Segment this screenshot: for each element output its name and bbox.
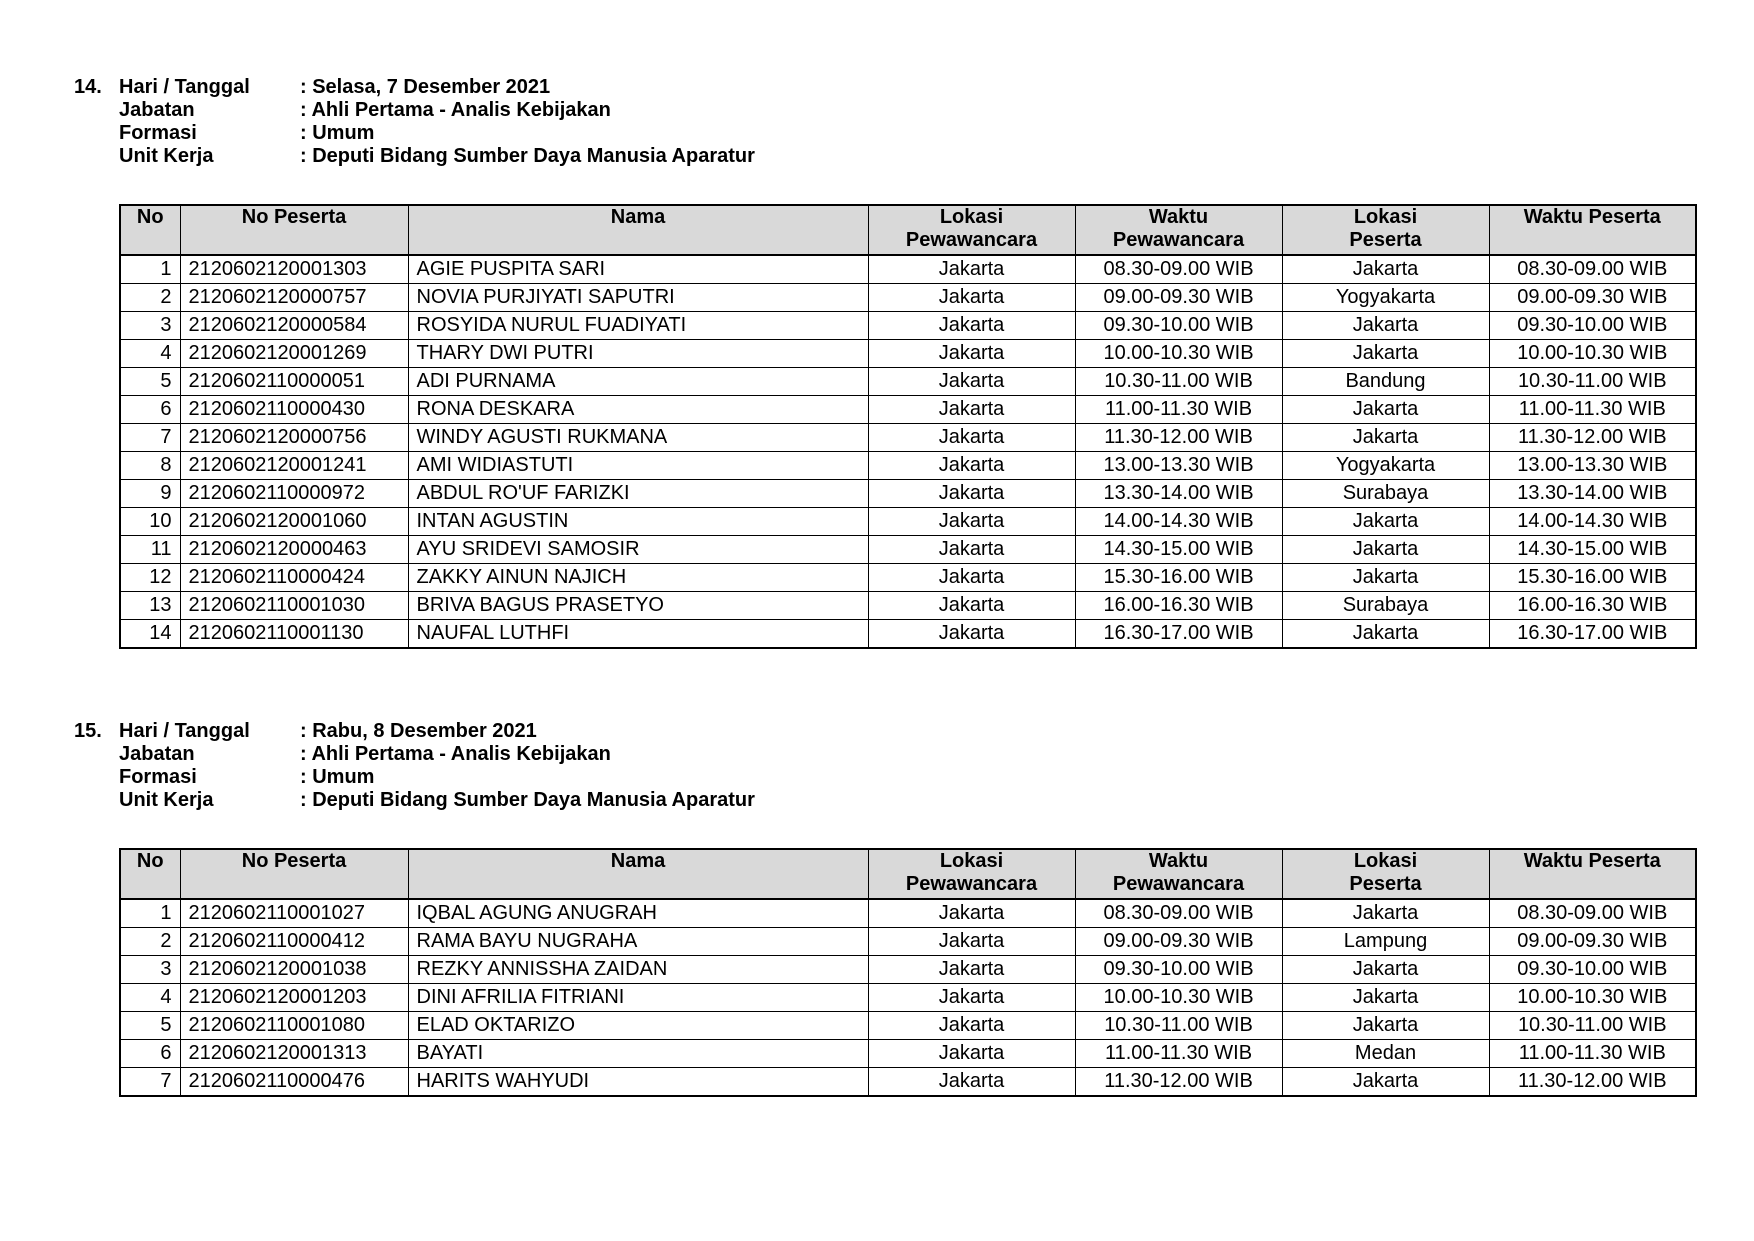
cell-nama: HARITS WAHYUDI <box>408 1068 868 1097</box>
section-header <box>74 718 1694 826</box>
cell-no: 6 <box>120 396 180 424</box>
meta-label: Formasi <box>119 122 197 144</box>
table-row <box>120 1068 1696 1097</box>
cell-lokasi-peserta: Surabaya <box>1282 480 1489 508</box>
col-header-waktu-pewawancara: Waktu Pewawancara <box>1075 849 1282 899</box>
cell-waktu-pewawancara: 10.00-10.30 WIB <box>1075 984 1282 1012</box>
cell-waktu-peserta: 11.30-12.00 WIB <box>1489 424 1696 452</box>
cell-no: 1 <box>120 899 180 928</box>
cell-nama: INTAN AGUSTIN <box>408 508 868 536</box>
schedule-section-15 <box>74 718 1694 1092</box>
cell-lokasi-pewawancara: Jakarta <box>868 1012 1075 1040</box>
cell-waktu-pewawancara: 11.30-12.00 WIB <box>1075 1068 1282 1097</box>
meta-label: Jabatan <box>119 99 195 121</box>
cell-lokasi-peserta: Surabaya <box>1282 592 1489 620</box>
meta-value: : Ahli Pertama - Analis Kebijakan <box>300 741 611 767</box>
cell-waktu-pewawancara: 16.00-16.30 WIB <box>1075 592 1282 620</box>
cell-nama: ADI PURNAMA <box>408 368 868 396</box>
table-row <box>120 255 1696 284</box>
cell-lokasi-peserta: Jakarta <box>1282 899 1489 928</box>
cell-no: 8 <box>120 452 180 480</box>
table-row <box>120 536 1696 564</box>
cell-no: 7 <box>120 424 180 452</box>
cell-no-peserta: 2120602120001203 <box>180 984 408 1012</box>
cell-lokasi-pewawancara: Jakarta <box>868 452 1075 480</box>
cell-no-peserta: 2120602110000476 <box>180 1068 408 1097</box>
cell-lokasi-peserta: Jakarta <box>1282 424 1489 452</box>
cell-waktu-peserta: 09.30-10.00 WIB <box>1489 956 1696 984</box>
col-header-waktu-pewawancara: Waktu Pewawancara <box>1075 205 1282 255</box>
table-row <box>120 284 1696 312</box>
cell-lokasi-peserta: Jakarta <box>1282 312 1489 340</box>
cell-waktu-peserta: 13.30-14.00 WIB <box>1489 480 1696 508</box>
cell-waktu-pewawancara: 15.30-16.00 WIB <box>1075 564 1282 592</box>
cell-nama: IQBAL AGUNG ANUGRAH <box>408 899 868 928</box>
cell-no-peserta: 2120602110001080 <box>180 1012 408 1040</box>
meta-value: : Ahli Pertama - Analis Kebijakan <box>300 97 611 123</box>
table-row <box>120 984 1696 1012</box>
col-header-lokasi-pewawancara: Lokasi Pewawancara <box>868 205 1075 255</box>
cell-no: 7 <box>120 1068 180 1097</box>
col-header-no-peserta: No Peserta <box>180 849 408 899</box>
cell-lokasi-pewawancara: Jakarta <box>868 956 1075 984</box>
cell-no: 5 <box>120 368 180 396</box>
cell-no: 2 <box>120 928 180 956</box>
cell-waktu-pewawancara: 13.00-13.30 WIB <box>1075 452 1282 480</box>
cell-no-peserta: 2120602110000412 <box>180 928 408 956</box>
cell-nama: ELAD OKTARIZO <box>408 1012 868 1040</box>
cell-waktu-pewawancara: 08.30-09.00 WIB <box>1075 899 1282 928</box>
cell-waktu-peserta: 11.00-11.30 WIB <box>1489 396 1696 424</box>
cell-lokasi-peserta: Jakarta <box>1282 1068 1489 1097</box>
cell-lokasi-peserta: Jakarta <box>1282 536 1489 564</box>
table-row <box>120 480 1696 508</box>
meta-value: : Deputi Bidang Sumber Daya Manusia Aparatur <box>300 143 755 169</box>
cell-lokasi-pewawancara: Jakarta <box>868 480 1075 508</box>
cell-waktu-pewawancara: 08.30-09.00 WIB <box>1075 255 1282 284</box>
cell-waktu-peserta: 15.30-16.00 WIB <box>1489 564 1696 592</box>
meta-value: : Umum <box>300 764 374 790</box>
cell-no: 10 <box>120 508 180 536</box>
cell-waktu-pewawancara: 11.00-11.30 WIB <box>1075 1040 1282 1068</box>
cell-lokasi-peserta: Bandung <box>1282 368 1489 396</box>
cell-nama: ZAKKY AINUN NAJICH <box>408 564 868 592</box>
cell-no: 12 <box>120 564 180 592</box>
col-header-no-peserta: No Peserta <box>180 205 408 255</box>
cell-waktu-peserta: 10.30-11.00 WIB <box>1489 368 1696 396</box>
cell-waktu-pewawancara: 09.30-10.00 WIB <box>1075 312 1282 340</box>
cell-nama: THARY DWI PUTRI <box>408 340 868 368</box>
cell-no: 11 <box>120 536 180 564</box>
cell-no-peserta: 2120602120001303 <box>180 255 408 284</box>
cell-lokasi-peserta: Jakarta <box>1282 340 1489 368</box>
cell-waktu-peserta: 13.00-13.30 WIB <box>1489 452 1696 480</box>
cell-nama: RAMA BAYU NUGRAHA <box>408 928 868 956</box>
cell-lokasi-pewawancara: Jakarta <box>868 284 1075 312</box>
cell-waktu-peserta: 08.30-09.00 WIB <box>1489 255 1696 284</box>
col-header-no: No <box>120 849 180 899</box>
cell-no-peserta: 2120602110000430 <box>180 396 408 424</box>
cell-no-peserta: 2120602110000972 <box>180 480 408 508</box>
section-number: 15. <box>74 720 102 742</box>
cell-waktu-pewawancara: 11.30-12.00 WIB <box>1075 424 1282 452</box>
cell-nama: BRIVA BAGUS PRASETYO <box>408 592 868 620</box>
schedule-table <box>119 848 1697 1097</box>
cell-lokasi-pewawancara: Jakarta <box>868 508 1075 536</box>
cell-waktu-pewawancara: 14.00-14.30 WIB <box>1075 508 1282 536</box>
table-row <box>120 368 1696 396</box>
cell-lokasi-pewawancara: Jakarta <box>868 928 1075 956</box>
cell-waktu-pewawancara: 13.30-14.00 WIB <box>1075 480 1282 508</box>
cell-lokasi-pewawancara: Jakarta <box>868 899 1075 928</box>
table-row <box>120 592 1696 620</box>
col-header-waktu-peserta: Waktu Peserta <box>1489 205 1696 255</box>
table-row <box>120 899 1696 928</box>
cell-waktu-peserta: 08.30-09.00 WIB <box>1489 899 1696 928</box>
cell-lokasi-peserta: Lampung <box>1282 928 1489 956</box>
cell-no: 5 <box>120 1012 180 1040</box>
cell-lokasi-pewawancara: Jakarta <box>868 255 1075 284</box>
cell-waktu-pewawancara: 10.30-11.00 WIB <box>1075 368 1282 396</box>
cell-lokasi-pewawancara: Jakarta <box>868 1040 1075 1068</box>
table-row <box>120 564 1696 592</box>
cell-lokasi-peserta: Yogyakarta <box>1282 452 1489 480</box>
cell-waktu-peserta: 09.00-09.30 WIB <box>1489 284 1696 312</box>
meta-label: Jabatan <box>119 743 195 765</box>
col-header-waktu-peserta: Waktu Peserta <box>1489 849 1696 899</box>
table-row <box>120 508 1696 536</box>
cell-no-peserta: 2120602120000463 <box>180 536 408 564</box>
col-header-nama: Nama <box>408 849 868 899</box>
cell-lokasi-pewawancara: Jakarta <box>868 1068 1075 1097</box>
cell-lokasi-peserta: Jakarta <box>1282 1012 1489 1040</box>
col-header-lokasi-peserta: Lokasi Peserta <box>1282 849 1489 899</box>
table-row <box>120 928 1696 956</box>
cell-no: 2 <box>120 284 180 312</box>
cell-waktu-pewawancara: 16.30-17.00 WIB <box>1075 620 1282 649</box>
cell-lokasi-peserta: Yogyakarta <box>1282 284 1489 312</box>
col-header-lokasi-pewawancara: Lokasi Pewawancara <box>868 849 1075 899</box>
meta-label: Unit Kerja <box>119 789 214 811</box>
table-row <box>120 396 1696 424</box>
cell-waktu-peserta: 16.30-17.00 WIB <box>1489 620 1696 649</box>
cell-lokasi-pewawancara: Jakarta <box>868 312 1075 340</box>
cell-lokasi-peserta: Jakarta <box>1282 255 1489 284</box>
cell-no-peserta: 2120602110000424 <box>180 564 408 592</box>
cell-no-peserta: 2120602120000757 <box>180 284 408 312</box>
table-row <box>120 1012 1696 1040</box>
cell-nama: NOVIA PURJIYATI SAPUTRI <box>408 284 868 312</box>
col-header-nama: Nama <box>408 205 868 255</box>
cell-no-peserta: 2120602120001313 <box>180 1040 408 1068</box>
col-header-lokasi-peserta: Lokasi Peserta <box>1282 205 1489 255</box>
meta-label: Unit Kerja <box>119 145 214 167</box>
cell-waktu-pewawancara: 10.30-11.00 WIB <box>1075 1012 1282 1040</box>
cell-lokasi-peserta: Jakarta <box>1282 396 1489 424</box>
col-header-no: No <box>120 205 180 255</box>
cell-lokasi-peserta: Medan <box>1282 1040 1489 1068</box>
table-row <box>120 312 1696 340</box>
schedule-table <box>119 204 1697 649</box>
cell-no: 3 <box>120 956 180 984</box>
cell-nama: AYU SRIDEVI SAMOSIR <box>408 536 868 564</box>
cell-no: 14 <box>120 620 180 649</box>
cell-waktu-peserta: 10.00-10.30 WIB <box>1489 340 1696 368</box>
cell-nama: ABDUL RO'UF FARIZKI <box>408 480 868 508</box>
cell-no: 4 <box>120 340 180 368</box>
cell-no: 9 <box>120 480 180 508</box>
table-header-row <box>120 205 1696 255</box>
cell-nama: NAUFAL LUTHFI <box>408 620 868 649</box>
cell-lokasi-pewawancara: Jakarta <box>868 340 1075 368</box>
cell-no-peserta: 2120602120001269 <box>180 340 408 368</box>
table-row <box>120 956 1696 984</box>
schedule-section-14 <box>74 74 1694 644</box>
meta-value: : Deputi Bidang Sumber Daya Manusia Aparatur <box>300 787 755 813</box>
cell-no: 4 <box>120 984 180 1012</box>
cell-no-peserta: 2120602120001060 <box>180 508 408 536</box>
cell-lokasi-peserta: Jakarta <box>1282 508 1489 536</box>
table-row <box>120 620 1696 649</box>
cell-waktu-peserta: 11.30-12.00 WIB <box>1489 1068 1696 1097</box>
meta-value: : Rabu, 8 Desember 2021 <box>300 718 537 744</box>
cell-lokasi-pewawancara: Jakarta <box>868 536 1075 564</box>
table-row <box>120 340 1696 368</box>
cell-lokasi-peserta: Jakarta <box>1282 984 1489 1012</box>
cell-waktu-peserta: 14.30-15.00 WIB <box>1489 536 1696 564</box>
cell-waktu-peserta: 10.00-10.30 WIB <box>1489 984 1696 1012</box>
meta-label: Formasi <box>119 766 197 788</box>
cell-waktu-pewawancara: 09.30-10.00 WIB <box>1075 956 1282 984</box>
cell-waktu-pewawancara: 09.00-09.30 WIB <box>1075 284 1282 312</box>
cell-no: 1 <box>120 255 180 284</box>
cell-waktu-pewawancara: 10.00-10.30 WIB <box>1075 340 1282 368</box>
cell-no-peserta: 2120602120001241 <box>180 452 408 480</box>
cell-lokasi-peserta: Jakarta <box>1282 956 1489 984</box>
cell-nama: AGIE PUSPITA SARI <box>408 255 868 284</box>
cell-lokasi-pewawancara: Jakarta <box>868 396 1075 424</box>
cell-no: 13 <box>120 592 180 620</box>
table-header-row <box>120 849 1696 899</box>
cell-no-peserta: 2120602120001038 <box>180 956 408 984</box>
cell-lokasi-peserta: Jakarta <box>1282 620 1489 649</box>
cell-nama: DINI AFRILIA FITRIANI <box>408 984 868 1012</box>
cell-lokasi-pewawancara: Jakarta <box>868 424 1075 452</box>
cell-nama: BAYATI <box>408 1040 868 1068</box>
cell-nama: REZKY ANNISSHA ZAIDAN <box>408 956 868 984</box>
table-row <box>120 452 1696 480</box>
section-number: 14. <box>74 76 102 98</box>
cell-no-peserta: 2120602110001027 <box>180 899 408 928</box>
cell-no: 3 <box>120 312 180 340</box>
meta-value: : Selasa, 7 Desember 2021 <box>300 74 550 100</box>
cell-waktu-peserta: 09.30-10.00 WIB <box>1489 312 1696 340</box>
table-row <box>120 424 1696 452</box>
meta-value: : Umum <box>300 120 374 146</box>
cell-no-peserta: 2120602120000756 <box>180 424 408 452</box>
cell-waktu-peserta: 16.00-16.30 WIB <box>1489 592 1696 620</box>
cell-lokasi-pewawancara: Jakarta <box>868 368 1075 396</box>
cell-waktu-pewawancara: 11.00-11.30 WIB <box>1075 396 1282 424</box>
cell-no: 6 <box>120 1040 180 1068</box>
cell-lokasi-peserta: Jakarta <box>1282 564 1489 592</box>
cell-lokasi-pewawancara: Jakarta <box>868 620 1075 649</box>
meta-label: Hari / Tanggal <box>119 76 250 98</box>
cell-lokasi-pewawancara: Jakarta <box>868 592 1075 620</box>
section-header <box>74 74 1694 182</box>
cell-no-peserta: 2120602120000584 <box>180 312 408 340</box>
meta-label: Hari / Tanggal <box>119 720 250 742</box>
cell-lokasi-pewawancara: Jakarta <box>868 984 1075 1012</box>
cell-lokasi-pewawancara: Jakarta <box>868 564 1075 592</box>
cell-waktu-pewawancara: 14.30-15.00 WIB <box>1075 536 1282 564</box>
cell-nama: AMI WIDIASTUTI <box>408 452 868 480</box>
table-row <box>120 1040 1696 1068</box>
cell-waktu-peserta: 10.30-11.00 WIB <box>1489 1012 1696 1040</box>
cell-nama: RONA DESKARA <box>408 396 868 424</box>
cell-nama: WINDY AGUSTI RUKMANA <box>408 424 868 452</box>
cell-waktu-peserta: 09.00-09.30 WIB <box>1489 928 1696 956</box>
cell-waktu-pewawancara: 09.00-09.30 WIB <box>1075 928 1282 956</box>
cell-no-peserta: 2120602110000051 <box>180 368 408 396</box>
cell-no-peserta: 2120602110001030 <box>180 592 408 620</box>
cell-waktu-peserta: 14.00-14.30 WIB <box>1489 508 1696 536</box>
cell-no-peserta: 2120602110001130 <box>180 620 408 649</box>
cell-nama: ROSYIDA NURUL FUADIYATI <box>408 312 868 340</box>
cell-waktu-peserta: 11.00-11.30 WIB <box>1489 1040 1696 1068</box>
